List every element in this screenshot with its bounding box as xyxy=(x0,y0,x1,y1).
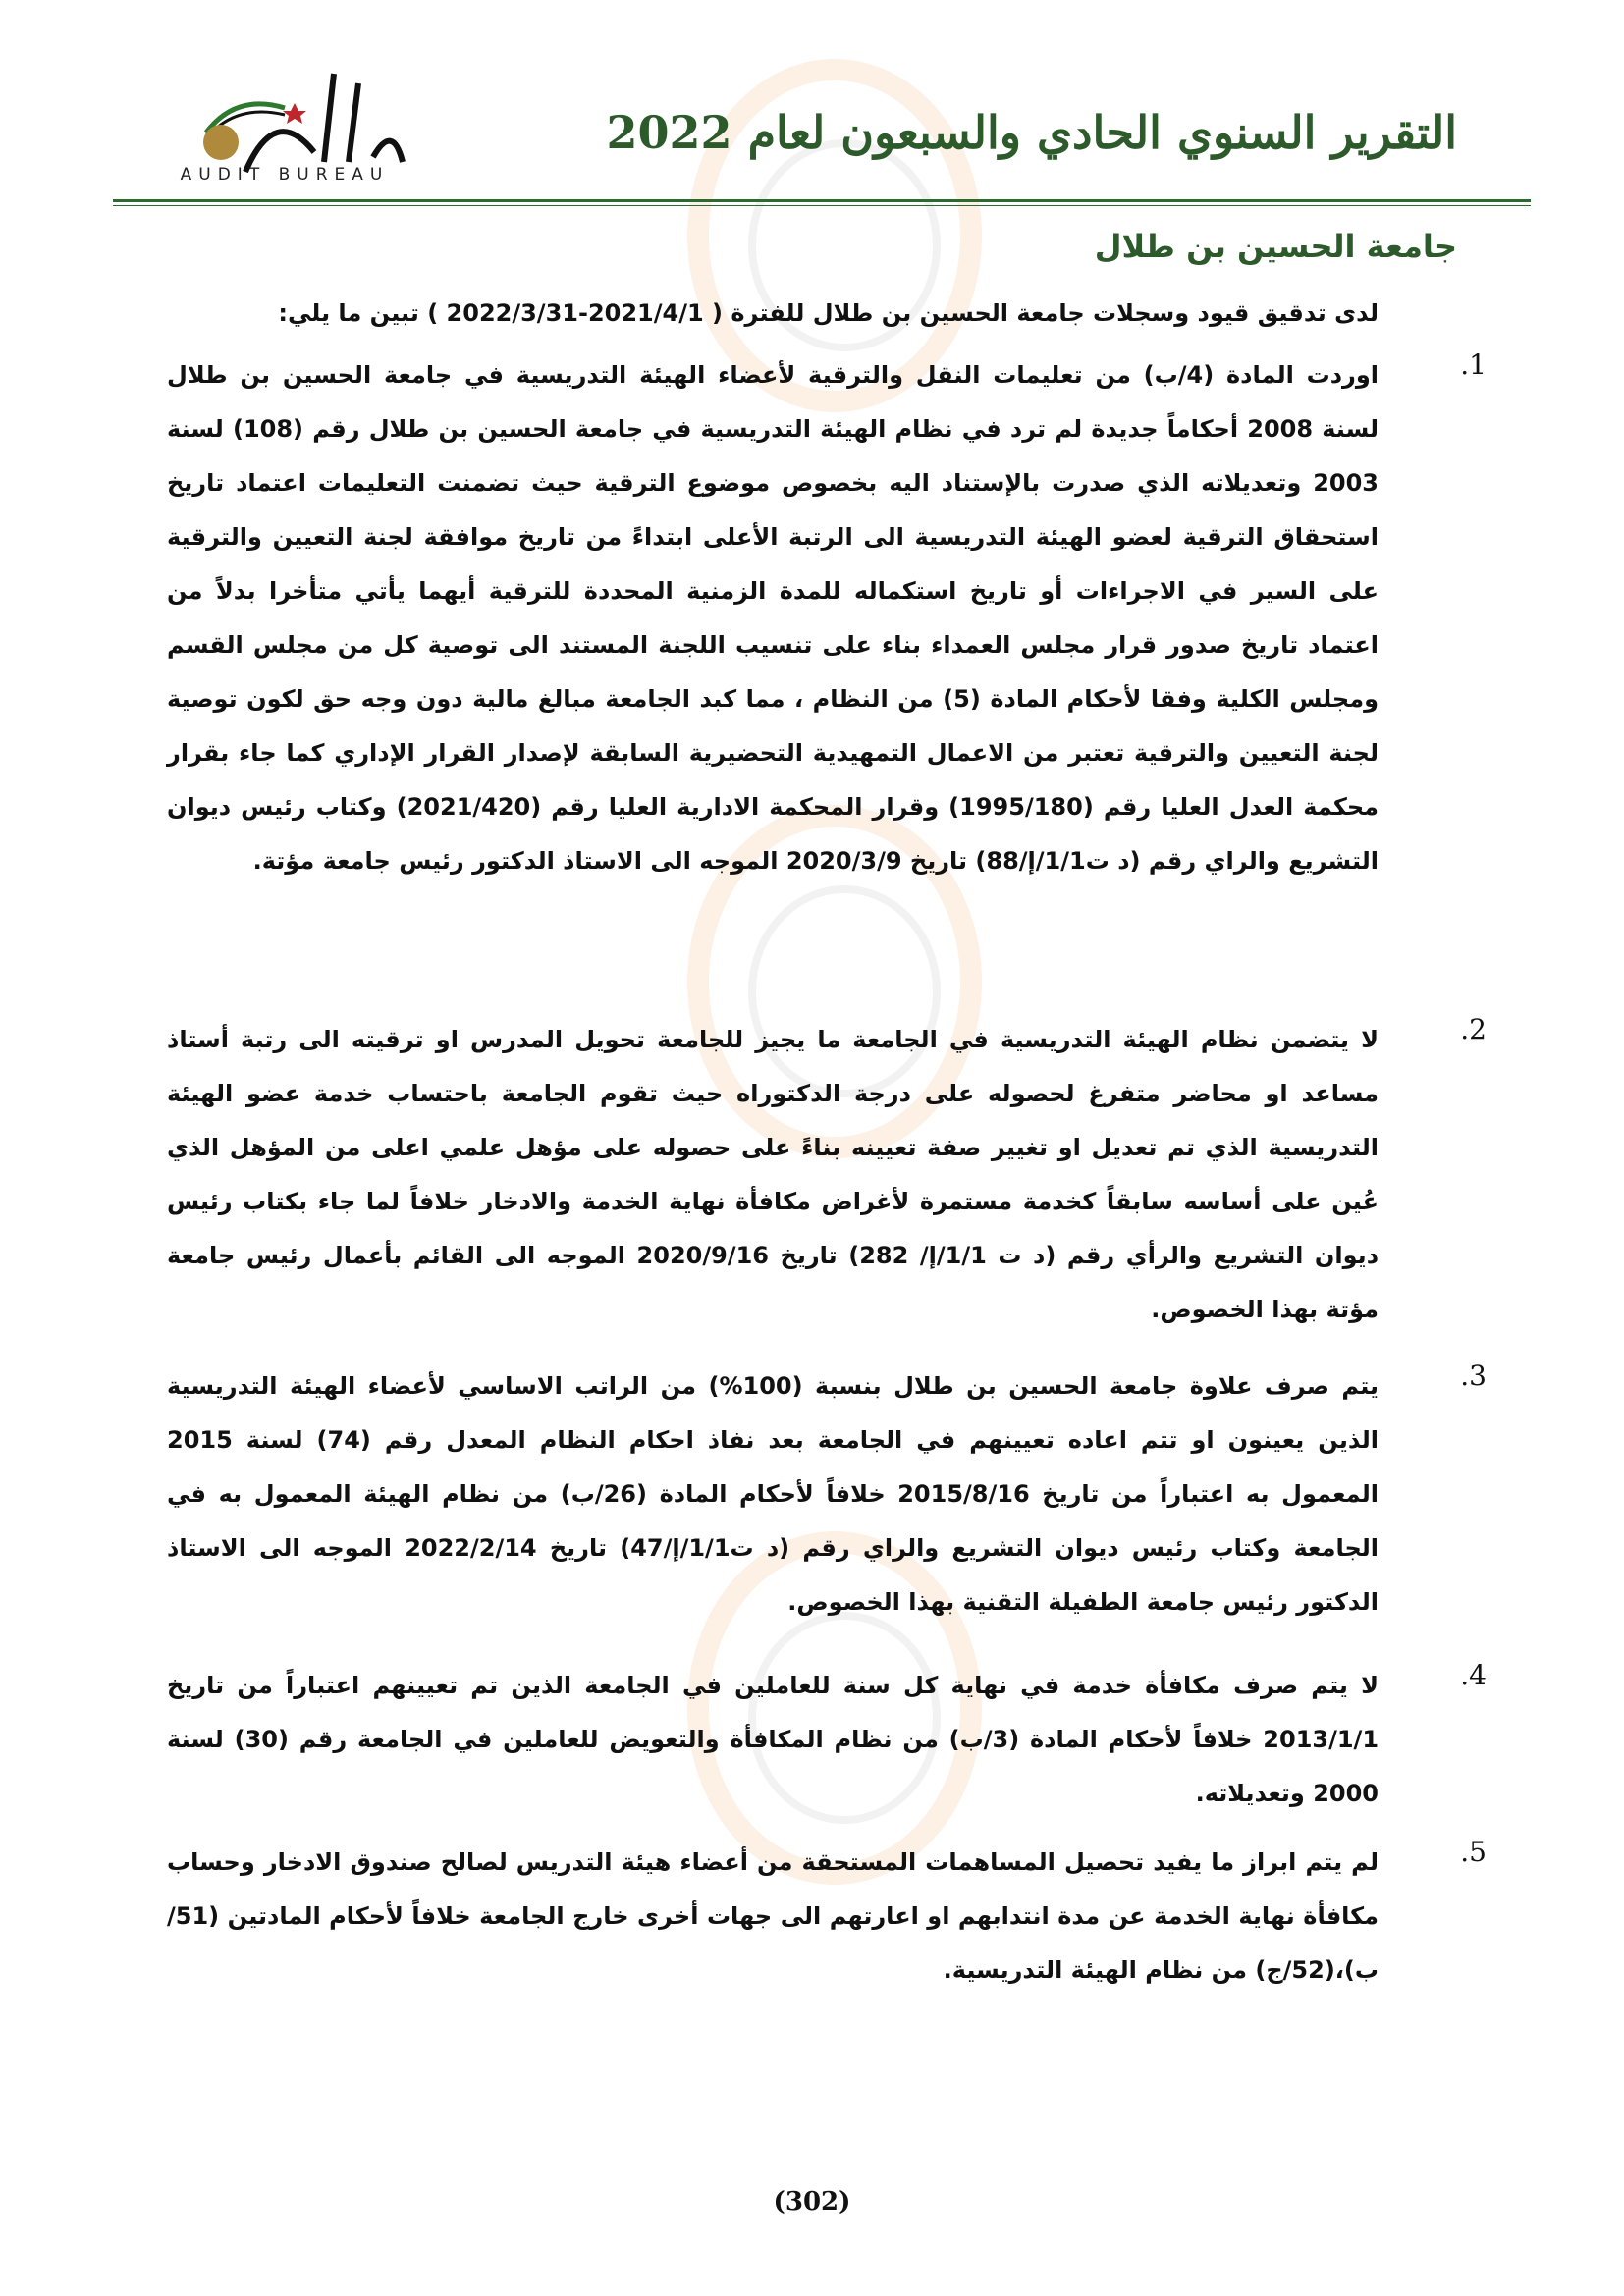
item-number: 5. xyxy=(1460,1836,1487,1868)
finding-item-3 xyxy=(167,1360,1496,1629)
section-title: جامعة الحسين بن طلال xyxy=(1094,228,1457,265)
item-text: لا يتم صرف مكافأة خدمة في نهاية كل سنة للعاملين في الجامعة الذين تم تعيينهم اعتباراً من تاريخ 2013/1/1 خلافاً لأحكام المادة (3/ب) من نظام المكافأة والتعويض للعاملين في الجامعة رقم (30) لسنة 2000 وتعديلاته. xyxy=(167,1672,1380,1807)
item-text: لم يتم ابراز ما يفيد تحصيل المساهمات المستحقة من أعضاء هيئة التدريس لصالح صندوق الادخار وحساب مكافأة نهاية الخدمة عن مدة انتدابهم او اعارتهم الى جهات أخرى خارج الجامعة خلافاً لأحكام المادتين (51/ب)،(52/ج) من نظام الهيئة التدريسية. xyxy=(167,1848,1379,1984)
header-divider-thin xyxy=(113,205,1531,206)
item-number: 2. xyxy=(1460,1013,1487,1045)
item-text: اوردت المادة (4/ب) من تعليمات النقل والترقية لأعضاء الهيئة التدريسية في جامعة الحسين بن طلال لسنة 2008 أحكاماً جديدة لم ترد في نظام الهيئة التدريسية في جامعة الحسين بن طلال رقم (108) لسنة 2003 وتعديلاته الذي صدرت بالإستناد اليه بخصوص موضوع الترقية حيث تضمنت التعليمات اعتماد تاريخ استحقاق الترقية لعضو الهيئة التدريسية الى الرتبة الأعلى ابتداءً من تاريخ موافقة لجنة التعيين والترقية على السير في الاجراءات أو تاريخ استكماله للمدة الزمنية المحددة للترقية أيهما يأتي متأخرا بدلاً من اعتماد تاريخ صدور قرار مجلس العمداء بناء على تنسيب اللجنة المستند الى توصية كل من مجلس القسم ومجلس الكلية وفقا لأحكام المادة (5) من النظام ، مما كبد الجامعة مبالغ مالية دون وجه حق لكون توصية لجنة التعيين والترقية تعتبر من الاعمال التمهيدية التحضيرية السابقة لإصدار القرار الإداري كما جاء بقرار محكمة العدل العليا رقم (1995/180) وقرار المحكمة الادارية العليا رقم (2021/420) وكتاب رئيس ديوان التشريع والراي رقم (د ت1/1/إ/88) تاريخ 2020/3/9 الموجه الى الاستاذ الدكتور رئيس جامعة مؤتة. xyxy=(167,361,1380,875)
item-text: يتم صرف علاوة جامعة الحسين بن طلال بنسبة (100%) من الراتب الاساسي لأعضاء الهيئة التدريسية الذين يعينون او تتم اعاده تعيينهم في الجامعة بعد نفاذ احكام النظام المعدل رقم (74) لسنة 2015 المعمول به اعتباراً من تاريخ 2015/8/16 خلافاً لأحكام المادة (26/ب) من نظام الهيئة المعمول به في الجامعة وكتاب رئيس ديوان التشريع والراي رقم (د ت1/1/إ/47) تاريخ 2022/2/14 الموجه الى الاستاذ الدكتور رئيس جامعة الطفيلة التقنية بهذا الخصوص. xyxy=(167,1372,1380,1616)
item-text: لا يتضمن نظام الهيئة التدريسية في الجامعة ما يجيز للجامعة تحويل المدرس او ترقيته الى رتبة أستاذ مساعد او محاضر متفرغ لحصوله على درجة الدكتوراه حيث تقوم الجامعة باحتساب خدمة عضو الهيئة التدريسية الذي تم تعديل او تغيير صفة تعيينه بناءً على حصوله على مؤهل علمي اعلى من المؤهل الذي عُين على أساسه سابقاً كخدمة مستمرة لأغراض مكافأة نهاية الخدمة والادخار خلافاً لما جاء بكتاب رئيس ديوان التشريع والرأي رقم (د ت 1/1/إ/ 282) تاريخ 2020/9/16 الموجه الى القائم بأعمال رئيس جامعة مؤتة بهذا الخصوص. xyxy=(167,1026,1380,1323)
logo-english-text: AUDIT BUREAU xyxy=(180,165,390,185)
finding-item-1 xyxy=(167,348,1496,888)
report-title: التقرير السنوي الحادي والسبعون لعام 2022 xyxy=(606,106,1457,159)
intro-text: لدى تدقيق قيود وسجلات جامعة الحسين بن طلال للفترة ( 2021/4/1-2022/3/31 ) تبين ما يلي: xyxy=(278,299,1379,327)
finding-item-4 xyxy=(167,1659,1496,1821)
header-divider xyxy=(113,199,1531,202)
finding-item-5 xyxy=(167,1836,1496,1998)
page-number: (302) xyxy=(773,2187,851,2216)
item-number: 4. xyxy=(1460,1659,1487,1691)
item-number: 1. xyxy=(1460,348,1487,381)
finding-item-2 xyxy=(167,1013,1496,1337)
item-number: 3. xyxy=(1460,1360,1487,1392)
